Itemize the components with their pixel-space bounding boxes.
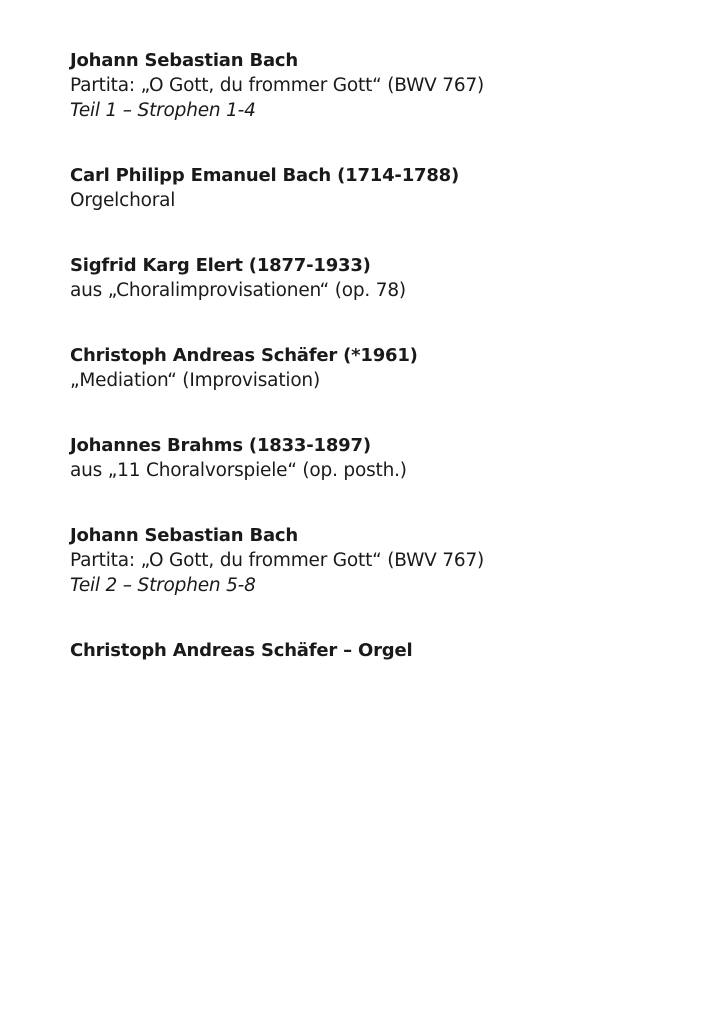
work-title: aus „11 Choralvorspiele“ (op. posth.) xyxy=(70,460,407,481)
program-entry-5 xyxy=(70,433,690,483)
program-entry-3 xyxy=(70,253,690,303)
program-entry-4 xyxy=(70,343,690,393)
work-detail: Teil 1 – Strophen 1-4 xyxy=(70,100,256,121)
composer-name: Carl Philipp Emanuel Bach (1714-1788) xyxy=(70,165,460,186)
work-title: Partita: „O Gott, du frommer Gott“ (BWV 767) xyxy=(70,75,485,96)
work-title: Orgelchoral xyxy=(70,190,176,211)
composer-name: Johannes Brahms (1833-1897) xyxy=(70,435,371,456)
composer-name: Sigfrid Karg Elert (1877-1933) xyxy=(70,255,371,276)
performer-credit: Christoph Andreas Schäfer – Orgel xyxy=(70,640,413,661)
program-entry-6 xyxy=(70,523,690,598)
work-title: „Mediation“ (Improvisation) xyxy=(70,370,320,391)
work-title: aus „Choralimprovisationen“ (op. 78) xyxy=(70,280,406,301)
composer-name: Johann Sebastian Bach xyxy=(70,50,298,71)
program-entry-1 xyxy=(70,48,690,123)
composer-name: Christoph Andreas Schäfer (*1961) xyxy=(70,345,418,366)
work-detail: Teil 2 – Strophen 5-8 xyxy=(70,575,256,596)
composer-name: Johann Sebastian Bach xyxy=(70,525,298,546)
work-title: Partita: „O Gott, du frommer Gott“ (BWV 767) xyxy=(70,550,485,571)
program-entry-2 xyxy=(70,163,690,213)
program-page xyxy=(70,48,690,663)
